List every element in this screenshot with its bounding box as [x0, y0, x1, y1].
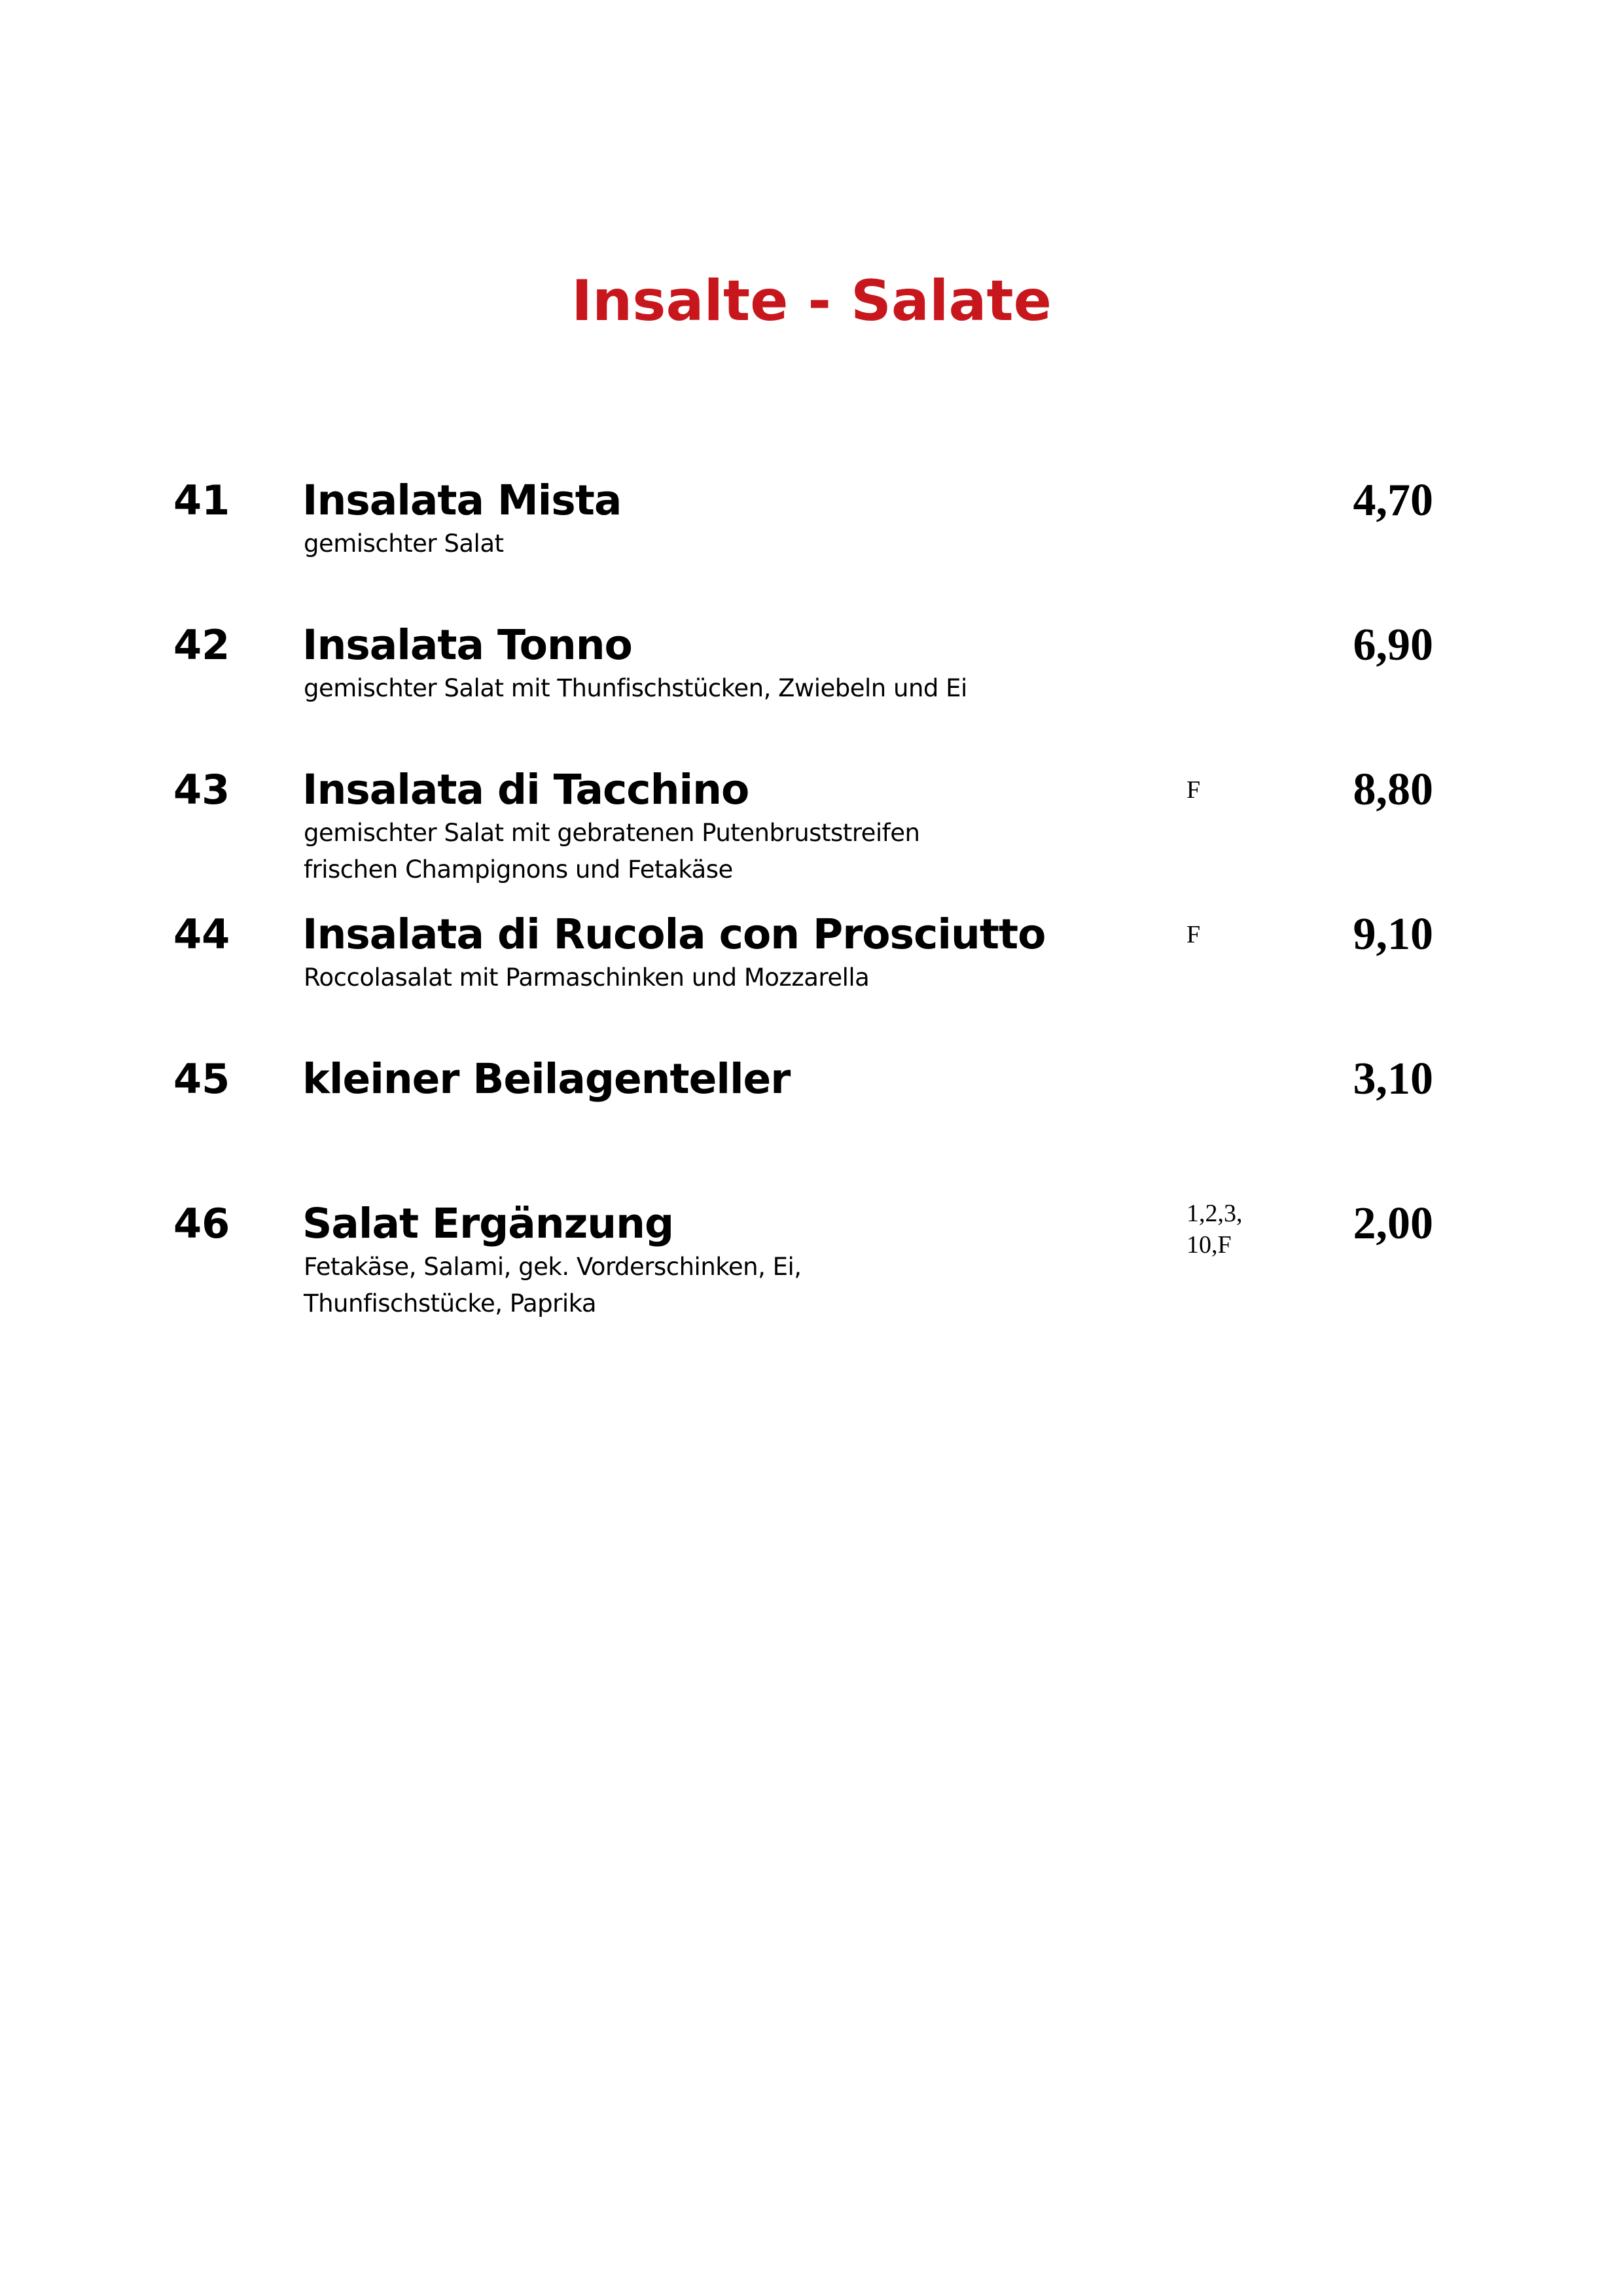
item-name: Insalata Mista	[302, 476, 622, 524]
item-name: kleiner Beilagenteller	[302, 1055, 791, 1103]
allergen-line: 1,2,3,	[1186, 1200, 1243, 1227]
item-name: Salat Ergänzung	[302, 1200, 674, 1247]
item-name: Insalata di Rucola con Prosciutto	[302, 910, 1046, 958]
allergen-codes	[1186, 1198, 1243, 1261]
item-price: 4,70	[1353, 475, 1433, 526]
item-description	[304, 1249, 1154, 1322]
description-line: Fetakäse, Salami, gek. Vorderschinken, Ei,	[304, 1253, 802, 1281]
item-description	[304, 815, 1154, 888]
item-number: 45	[173, 1055, 230, 1103]
item-number: 44	[173, 910, 230, 958]
item-price: 3,10	[1353, 1054, 1433, 1104]
item-number: 42	[173, 621, 230, 669]
item-name: Insalata di Tacchino	[302, 766, 749, 814]
allergen-codes	[1186, 919, 1200, 950]
allergen-line: F	[1186, 776, 1201, 804]
item-number: 43	[173, 766, 230, 814]
item-price: 6,90	[1353, 620, 1433, 670]
description-line: frischen Champignons und Fetakäse	[304, 855, 733, 884]
description-line: Thunfischstücke, Paprika	[304, 1289, 597, 1318]
description-line: Roccolasalat mit Parmaschinken und Mozzarella	[304, 963, 870, 992]
item-description	[304, 960, 1154, 996]
item-price: 9,10	[1353, 909, 1433, 960]
description-line: gemischter Salat mit gebratenen Putenbruststreifen	[304, 819, 920, 847]
item-number: 41	[173, 476, 230, 524]
item-number: 46	[173, 1200, 230, 1247]
page-title: Insalte - Salate	[571, 268, 1052, 334]
allergen-codes	[1186, 774, 1200, 806]
allergen-line: F	[1186, 921, 1201, 948]
item-price: 2,00	[1353, 1198, 1433, 1249]
item-name: Insalata Tonno	[302, 621, 632, 669]
allergen-line: 10,F	[1186, 1231, 1232, 1259]
description-line: gemischter Salat mit Thunfischstücken, Zwiebeln und Ei	[304, 674, 967, 702]
item-description	[304, 526, 1154, 562]
description-line: gemischter Salat	[304, 529, 504, 558]
item-price: 8,80	[1353, 764, 1433, 815]
item-description	[304, 670, 1154, 707]
